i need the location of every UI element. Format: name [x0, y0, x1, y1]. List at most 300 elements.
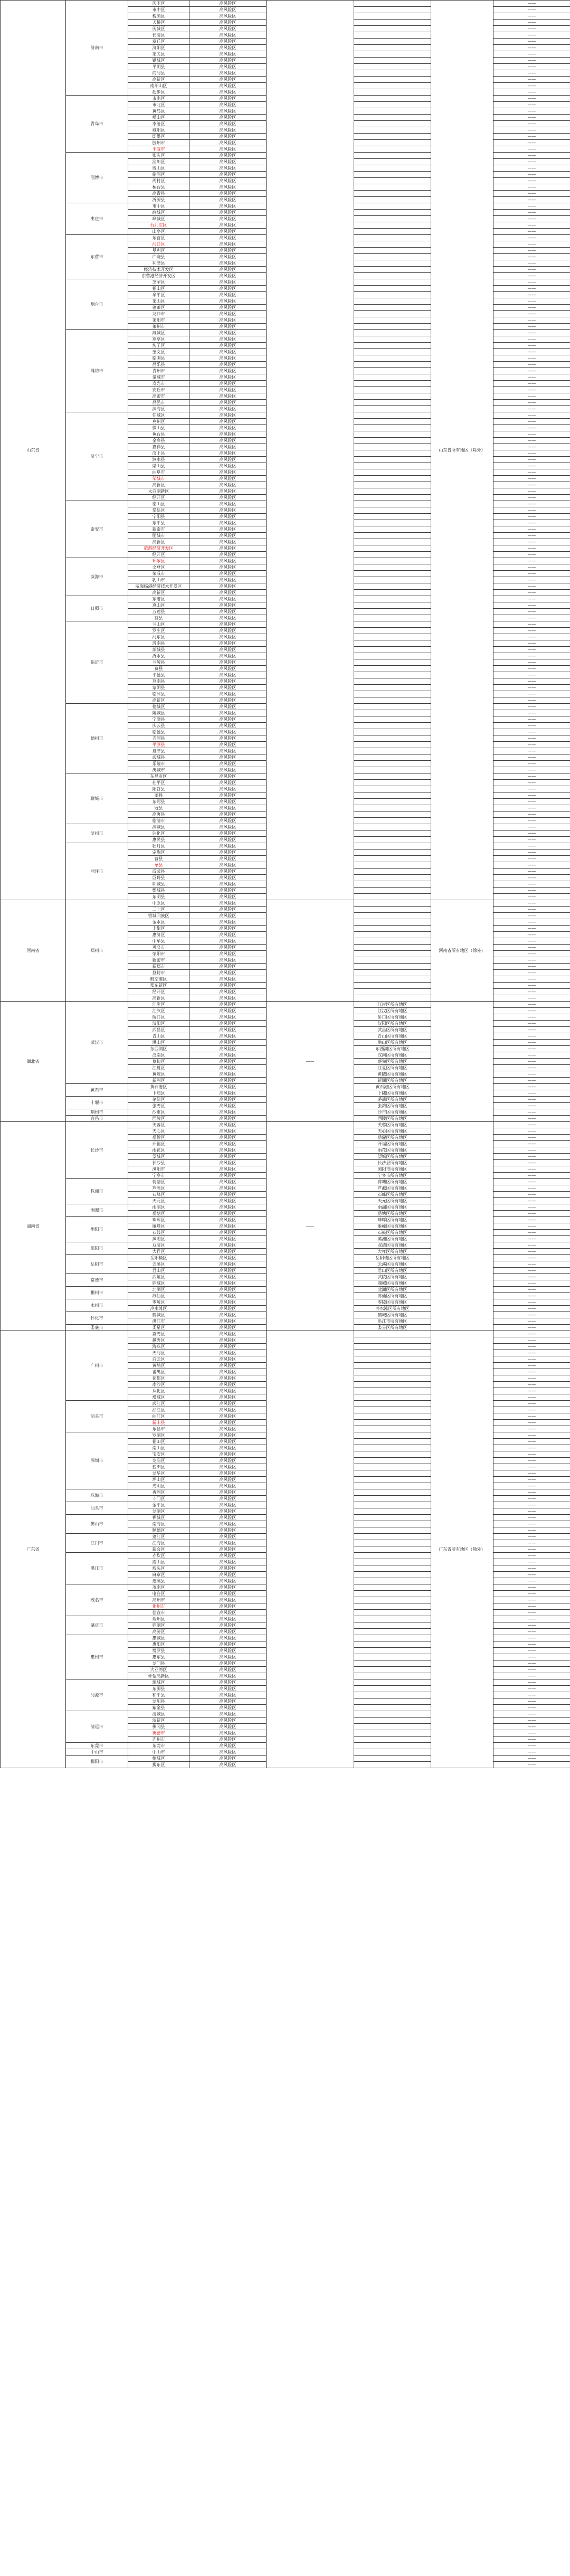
- dash-cell: ——: [493, 761, 570, 767]
- district-note-cell: [354, 1622, 431, 1629]
- district-note-cell: [354, 970, 431, 976]
- district-cell: 莱芜区: [128, 51, 189, 58]
- district-cell: 起步区: [128, 89, 189, 96]
- district-cell: 宁乡市: [128, 1173, 189, 1179]
- city-cell: 邵阳市: [66, 1242, 128, 1255]
- risk-level-cell: 高风险区: [189, 1071, 267, 1078]
- district-note-cell: 汉阳区所有地区: [354, 1021, 431, 1027]
- risk-level-cell: 高风险区: [189, 178, 267, 184]
- district-cell: 新郑市: [128, 964, 189, 970]
- district-cell: 东西湖区: [128, 1046, 189, 1052]
- dash-cell: ——: [493, 108, 570, 115]
- dash-cell: ——: [493, 621, 570, 628]
- district-note-cell: [354, 729, 431, 735]
- dash-cell: ——: [493, 26, 570, 32]
- dash-cell: ——: [493, 406, 570, 412]
- district-note-cell: [354, 330, 431, 336]
- risk-level-cell: 高风险区: [189, 1154, 267, 1160]
- dash-cell: ——: [493, 1692, 570, 1699]
- city-cell: 怀化市: [66, 1312, 128, 1325]
- risk-level-cell: 高风险区: [189, 83, 267, 89]
- district-cell: 微山县: [128, 425, 189, 431]
- dash-cell: ——: [493, 203, 570, 210]
- district-cell: 李沧区: [128, 121, 189, 127]
- city-cell: 佛山市: [66, 1515, 128, 1534]
- district-cell: 乐陵市: [128, 761, 189, 767]
- district-cell: 东源县: [128, 1686, 189, 1692]
- dash-cell: ——: [493, 1217, 570, 1223]
- dash-cell: ——: [493, 767, 570, 773]
- risk-level-cell: 高风险区: [189, 387, 267, 393]
- risk-level-cell: 高风险区: [189, 1382, 267, 1388]
- dash-cell: ——: [493, 1242, 570, 1249]
- district-cell: 陵城区: [128, 710, 189, 716]
- dash-cell: ——: [493, 545, 570, 552]
- risk-level-cell: 高风险区: [189, 926, 267, 932]
- dash-cell: ——: [493, 1116, 570, 1122]
- district-note-cell: [354, 1591, 431, 1597]
- dash-cell: ——: [493, 1388, 570, 1394]
- district-cell: 兖州区: [128, 419, 189, 425]
- risk-level-cell: 高风险区: [189, 1470, 267, 1477]
- district-note-cell: 双清区所有地区: [354, 1242, 431, 1249]
- risk-level-cell: 高风险区: [189, 1255, 267, 1261]
- dash-cell: ——: [493, 1230, 570, 1236]
- district-cell: 诸城市: [128, 374, 189, 381]
- risk-level-cell: 高风险区: [189, 495, 267, 501]
- dash-cell: ——: [493, 1401, 570, 1407]
- district-note-cell: 苏仙区所有地区: [354, 1293, 431, 1299]
- risk-level-cell: 高风险区: [189, 754, 267, 761]
- district-note-cell: [354, 495, 431, 501]
- risk-level-cell: 高风险区: [189, 685, 267, 691]
- dash-cell: ——: [493, 1718, 570, 1724]
- risk-level-cell: 高风险区: [189, 558, 267, 564]
- district-cell: 经济技术开发区: [128, 267, 189, 273]
- city-cell: 肇庆市: [66, 1616, 128, 1635]
- district-cell: 长清区: [128, 32, 189, 39]
- district-cell: 青山区: [128, 1033, 189, 1040]
- dash-cell: ——: [493, 514, 570, 520]
- district-cell: 市北区: [128, 102, 189, 108]
- dash-cell: ——: [493, 292, 570, 298]
- district-note-cell: [354, 1705, 431, 1711]
- district-cell: 娄星区: [128, 1325, 189, 1331]
- dash-cell: ——: [493, 1312, 570, 1318]
- district-note-cell: [354, 983, 431, 989]
- district-note-cell: [354, 1730, 431, 1737]
- risk-level-cell: 高风险区: [189, 564, 267, 571]
- risk-level-cell: 高风险区: [189, 716, 267, 723]
- district-cell: 莒县: [128, 615, 189, 621]
- risk-level-cell: 高风险区: [189, 64, 267, 70]
- risk-level-cell: 高风险区: [189, 1008, 267, 1014]
- district-note-cell: [354, 121, 431, 127]
- district-note-cell: [354, 989, 431, 995]
- district-cell: 香洲区: [128, 1489, 189, 1496]
- district-cell: 嘉祥县: [128, 444, 189, 450]
- district-cell: 天河区: [128, 1350, 189, 1356]
- district-cell: 珠晖区: [128, 1217, 189, 1223]
- district-note-cell: [354, 127, 431, 134]
- district-note-cell: [354, 640, 431, 647]
- dash-cell: ——: [493, 1610, 570, 1616]
- district-cell: 蒸湘区: [128, 1236, 189, 1242]
- district-note-cell: [354, 292, 431, 298]
- risk-level-cell: 高风险区: [189, 1426, 267, 1432]
- district-note-cell: [354, 653, 431, 659]
- district-cell: 平原县: [128, 742, 189, 748]
- district-note-cell: [354, 32, 431, 39]
- district-note-cell: [354, 1477, 431, 1483]
- risk-level-cell: 高风险区: [189, 1686, 267, 1692]
- dash-cell: ——: [493, 1508, 570, 1515]
- dash-cell: ——: [493, 1375, 570, 1382]
- city-cell: 聊城市: [66, 773, 128, 824]
- district-note-cell: 岳阳楼区所有地区: [354, 1255, 431, 1261]
- risk-level-cell: 高风险区: [189, 1160, 267, 1166]
- risk-level-cell: 高风险区: [189, 1756, 267, 1762]
- district-note-cell: 蔡甸区所有地区: [354, 1059, 431, 1065]
- district-cell: 城阳区: [128, 127, 189, 134]
- dash-cell: ——: [493, 780, 570, 786]
- district-note-cell: [354, 1679, 431, 1686]
- risk-level-cell: 高风险区: [189, 1306, 267, 1312]
- district-note-cell: [354, 1508, 431, 1515]
- district-note-cell: [354, 558, 431, 564]
- district-cell: 邹城市: [128, 476, 189, 482]
- district-note-cell: 青山区所有地区: [354, 1033, 431, 1040]
- risk-level-cell: 高风险区: [189, 1515, 267, 1521]
- district-cell: 郯城县: [128, 647, 189, 653]
- district-cell: 黄陂区: [128, 1071, 189, 1078]
- district-cell: 即墨区: [128, 134, 189, 140]
- district-cell: 东营区: [128, 235, 189, 241]
- risk-level-cell: 高风险区: [189, 482, 267, 488]
- district-cell: 洪江市: [128, 1318, 189, 1325]
- dash-cell: ——: [493, 229, 570, 235]
- district-note-cell: [354, 406, 431, 412]
- dash-cell: ——: [493, 235, 570, 241]
- district-cell: 浏阳市: [128, 1166, 189, 1173]
- district-cell: 齐河县: [128, 735, 189, 742]
- district-cell: 天心区: [128, 1128, 189, 1135]
- risk-level-cell: 高风险区: [189, 1274, 267, 1280]
- risk-level-cell: 高风险区: [189, 1014, 267, 1021]
- district-cell: 岱岳区: [128, 507, 189, 514]
- district-cell: 环翠区: [128, 558, 189, 564]
- dash-cell: ——: [493, 191, 570, 197]
- dash-cell: ——: [493, 1147, 570, 1154]
- district-cell: 茌平区: [128, 780, 189, 786]
- district-cell: 南山区: [128, 1445, 189, 1451]
- dash-cell: ——: [493, 311, 570, 317]
- risk-level-cell: 高风险区: [189, 1280, 267, 1287]
- dash-cell: ——: [493, 1705, 570, 1711]
- risk-level-cell: 高风险区: [189, 837, 267, 843]
- district-cell: 龙华区: [128, 1470, 189, 1477]
- district-note-cell: [354, 1578, 431, 1584]
- district-note-cell: 西陵区所有地区: [354, 1116, 431, 1122]
- district-cell: 东莞市: [128, 1743, 189, 1749]
- dash-cell: ——: [493, 387, 570, 393]
- risk-level-cell: 高风险区: [189, 1261, 267, 1268]
- risk-level-cell: 高风险区: [189, 1249, 267, 1255]
- risk-level-cell: 高风险区: [189, 39, 267, 45]
- province-note-cell: [431, 1002, 493, 1122]
- risk-level-cell: 高风险区: [189, 1508, 267, 1515]
- district-note-cell: [354, 850, 431, 856]
- risk-level-cell: 高风险区: [189, 919, 267, 926]
- district-cell: 博罗县: [128, 1648, 189, 1654]
- district-note-cell: 石峰区所有地区: [354, 1192, 431, 1198]
- city-cell: 中山市: [66, 1749, 128, 1756]
- risk-level-cell: 高风险区: [189, 1483, 267, 1489]
- dash-cell: ——: [493, 1565, 570, 1572]
- district-cell: 坪山区: [128, 1477, 189, 1483]
- city-cell: 济宁市: [66, 412, 128, 501]
- dash-cell: ——: [493, 362, 570, 368]
- risk-level-cell: 高风险区: [189, 1762, 267, 1768]
- dash-cell: ——: [493, 140, 570, 146]
- district-note-cell: 汉南区所有地区: [354, 1052, 431, 1059]
- dash-cell: ——: [493, 381, 570, 387]
- district-cell: 岳麓区: [128, 1135, 189, 1141]
- risk-level-cell: 高风险区: [189, 1724, 267, 1730]
- district-note-cell: [354, 317, 431, 324]
- dash-cell: ——: [493, 1527, 570, 1534]
- district-note-cell: [354, 1420, 431, 1426]
- dash-cell: ——: [493, 697, 570, 704]
- risk-level-cell: 高风险区: [189, 336, 267, 343]
- district-note-cell: [354, 564, 431, 571]
- district-note-cell: [354, 742, 431, 748]
- district-note-cell: [354, 229, 431, 235]
- district-cell: 东明县: [128, 894, 189, 900]
- city-cell: 济南市: [66, 1, 128, 96]
- risk-level-cell: 高风险区: [189, 571, 267, 577]
- district-note-cell: 岳麓区所有地区: [354, 1135, 431, 1141]
- risk-level-cell: 高风险区: [189, 121, 267, 127]
- district-note-cell: [354, 545, 431, 552]
- dash-cell: ——: [493, 1103, 570, 1109]
- district-note-cell: [354, 165, 431, 172]
- dash-cell: ——: [493, 602, 570, 609]
- district-note-cell: [354, 875, 431, 881]
- risk-level-cell: 高风险区: [189, 476, 267, 482]
- dash-cell: ——: [493, 1344, 570, 1350]
- risk-level-cell: 高风险区: [189, 450, 267, 457]
- risk-level-cell: 高风险区: [189, 970, 267, 976]
- risk-level-cell: 高风险区: [189, 381, 267, 387]
- district-cell: 源城区: [128, 1679, 189, 1686]
- district-note-cell: [354, 697, 431, 704]
- district-cell: 滨海区: [128, 406, 189, 412]
- province-cell: 广东省: [1, 1331, 66, 1768]
- risk-level-cell: 高风险区: [189, 1597, 267, 1603]
- dash-cell: ——: [493, 812, 570, 818]
- risk-level-cell: 高风险区: [189, 678, 267, 685]
- district-cell: 蓬江区: [128, 1534, 189, 1540]
- dash-cell: ——: [493, 964, 570, 970]
- district-cell: 平阴县: [128, 64, 189, 70]
- district-note-cell: 蒸湘区所有地区: [354, 1236, 431, 1242]
- district-note-cell: [354, 159, 431, 165]
- risk-level-cell: 高风险区: [189, 1242, 267, 1249]
- province-note-cell: 广东省所有地区（除外）: [431, 1331, 493, 1768]
- district-cell: 岳塘区: [128, 1211, 189, 1217]
- district-cell: 定陶区: [128, 850, 189, 856]
- district-note-cell: [354, 1, 431, 7]
- dash-cell: ——: [493, 799, 570, 805]
- risk-level-cell: 高风险区: [189, 1413, 267, 1420]
- district-note-cell: [354, 381, 431, 387]
- risk-level-cell: 高风险区: [189, 222, 267, 229]
- risk-level-cell: 高风险区: [189, 267, 267, 273]
- dash-cell: ——: [493, 1160, 570, 1166]
- district-note-cell: 宁乡市所有地区: [354, 1173, 431, 1179]
- risk-level-cell: 高风险区: [189, 539, 267, 545]
- district-cell: 龙湖区: [128, 1508, 189, 1515]
- dash-cell: ——: [493, 51, 570, 58]
- district-cell: 芙蓉区: [128, 1122, 189, 1128]
- dash-cell: ——: [493, 368, 570, 374]
- dash-cell: ——: [493, 735, 570, 742]
- dash-cell: ——: [493, 165, 570, 172]
- risk-level-cell: 高风险区: [189, 748, 267, 754]
- risk-level-cell: 高风险区: [189, 1401, 267, 1407]
- district-note-cell: [354, 1565, 431, 1572]
- risk-level-cell: 高风险区: [189, 653, 267, 659]
- risk-level-cell: 高风险区: [189, 1578, 267, 1584]
- district-cell: 薛城区: [128, 210, 189, 216]
- dash-cell: ——: [493, 894, 570, 900]
- district-note-cell: [354, 1692, 431, 1699]
- district-note-cell: [354, 374, 431, 381]
- dash-cell: ——: [493, 349, 570, 355]
- dash-cell: ——: [493, 153, 570, 159]
- district-cell: 乐昌市: [128, 1426, 189, 1432]
- district-note-cell: [354, 1489, 431, 1496]
- dash-cell: ——: [493, 900, 570, 907]
- city-cell: 衡阳市: [66, 1217, 128, 1242]
- district-note-cell: [354, 818, 431, 824]
- dash-cell: ——: [493, 837, 570, 843]
- district-cell: 岳阳楼区: [128, 1255, 189, 1261]
- district-note-cell: [354, 400, 431, 406]
- dash-cell: ——: [493, 1699, 570, 1705]
- dash-cell: ——: [493, 1059, 570, 1065]
- risk-level-cell: 高风险区: [189, 533, 267, 539]
- dash-cell: ——: [493, 1306, 570, 1312]
- risk-level-cell: 高风险区: [189, 1445, 267, 1451]
- risk-level-cell: 高风险区: [189, 1090, 267, 1097]
- city-cell: 惠州市: [66, 1635, 128, 1679]
- risk-level-cell: 高风险区: [189, 1122, 267, 1128]
- risk-level-cell: 高风险区: [189, 127, 267, 134]
- risk-level-cell: 高风险区: [189, 1059, 267, 1065]
- district-note-cell: [354, 900, 431, 907]
- district-note-cell: [354, 710, 431, 716]
- district-cell: 连州市: [128, 1737, 189, 1743]
- district-cell: 惠济区: [128, 932, 189, 938]
- dash-cell: ——: [493, 1008, 570, 1014]
- dash-cell: ——: [493, 672, 570, 678]
- district-note-cell: [354, 1559, 431, 1565]
- risk-level-cell: 高风险区: [189, 1, 267, 7]
- dash-cell: ——: [493, 1489, 570, 1496]
- district-note-cell: [354, 602, 431, 609]
- dash-cell: ——: [493, 7, 570, 13]
- table-row: [1, 1122, 570, 1128]
- dash-cell: ——: [493, 1135, 570, 1141]
- district-cell: 黄石港区: [128, 1084, 189, 1090]
- dash-cell: ——: [493, 609, 570, 615]
- district-note-cell: [354, 805, 431, 812]
- district-cell: 曹县: [128, 856, 189, 862]
- district-note-cell: [354, 501, 431, 507]
- district-note-cell: 硚口区所有地区: [354, 1014, 431, 1021]
- district-note-cell: [354, 1635, 431, 1641]
- city-cell: 湛江市: [66, 1553, 128, 1584]
- district-note-cell: [354, 108, 431, 115]
- dash-cell: ——: [493, 1356, 570, 1363]
- dash-cell: ——: [493, 1350, 570, 1356]
- district-cell: 临朐县: [128, 355, 189, 362]
- district-cell: 莒南县: [128, 678, 189, 685]
- province-mid-note-cell: [267, 1331, 354, 1768]
- district-note-cell: [354, 450, 431, 457]
- district-cell: 济阳区: [128, 45, 189, 51]
- risk-level-cell: 高风险区: [189, 1236, 267, 1242]
- district-note-cell: [354, 837, 431, 843]
- district-note-cell: 芙蓉区所有地区: [354, 1122, 431, 1128]
- dash-cell: ——: [493, 520, 570, 526]
- dash-cell: ——: [493, 1204, 570, 1211]
- dash-cell: ——: [493, 907, 570, 913]
- dash-cell: ——: [493, 1743, 570, 1749]
- district-cell: 北湖区: [128, 1287, 189, 1293]
- district-note-cell: [354, 678, 431, 685]
- dash-cell: ——: [493, 957, 570, 964]
- risk-level-cell: 高风险区: [189, 1027, 267, 1033]
- dash-cell: ——: [493, 970, 570, 976]
- district-note-cell: [354, 51, 431, 58]
- district-cell: 遂溪县: [128, 1578, 189, 1584]
- district-note-cell: [354, 1515, 431, 1521]
- district-note-cell: [354, 894, 431, 900]
- district-cell: 光明区: [128, 1483, 189, 1489]
- risk-level-cell: 高风险区: [189, 1667, 267, 1673]
- dash-cell: ——: [493, 1027, 570, 1033]
- city-cell: 深圳市: [66, 1432, 128, 1489]
- dash-cell: ——: [493, 951, 570, 957]
- risk-level-cell: 高风险区: [189, 1097, 267, 1103]
- dash-cell: ——: [493, 1737, 570, 1743]
- risk-level-cell: 高风险区: [189, 704, 267, 710]
- dash-cell: ——: [493, 1014, 570, 1021]
- dash-cell: ——: [493, 184, 570, 191]
- dash-cell: ——: [493, 336, 570, 343]
- risk-level-cell: 高风险区: [189, 1527, 267, 1534]
- district-cell: 江海区: [128, 1540, 189, 1546]
- district-note-cell: [354, 1458, 431, 1464]
- district-note-cell: [354, 235, 431, 241]
- district-note-cell: 鼎城区所有地区: [354, 1280, 431, 1287]
- dash-cell: ——: [493, 558, 570, 564]
- province-note-cell: 河南省所有地区（除外）: [431, 900, 493, 1002]
- risk-level-cell: 高风险区: [189, 77, 267, 83]
